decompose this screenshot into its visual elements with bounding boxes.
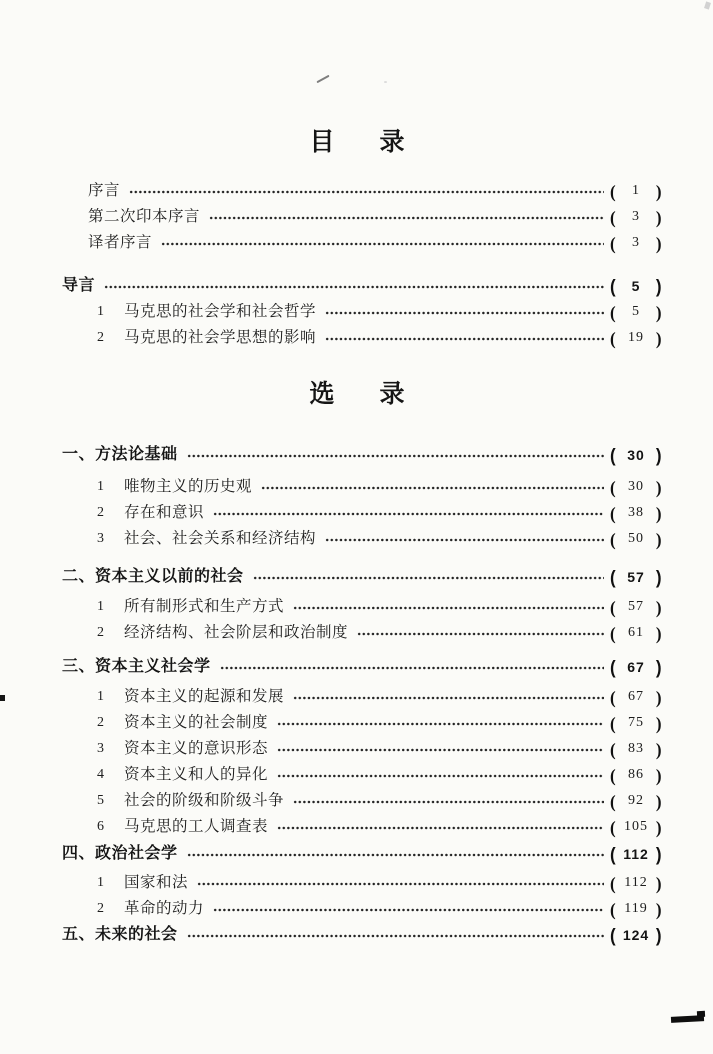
bottom-right-scan-bar-end [697,1011,705,1017]
paren: ) [655,502,662,524]
dot-leader [187,454,604,458]
entry-label: 一、方法论基础 [62,446,178,463]
dot-leader [104,285,604,289]
entry-number: 2 [97,330,104,345]
entry-label: 马克思的社会学思想的影响 [124,329,317,346]
dot-leader [187,853,604,857]
dot-leader [261,486,604,490]
paren: ( [610,232,617,254]
page-number: ( 92 ) [610,790,662,812]
dot-leader [293,696,604,700]
paren: ) [655,622,662,644]
dot-leader [213,512,604,516]
page-title-contents: 目 录 [309,128,415,156]
page-number: ( 57 ) [610,566,662,588]
paren: ( [610,686,617,708]
toc-entry [88,204,662,230]
toc-entry [97,896,662,922]
page-number: ( 67 ) [610,686,662,708]
paren: ) [655,656,662,678]
paren: ) [655,843,662,865]
toc-section-heading [62,564,662,590]
paren: ( [610,872,617,894]
dot-leader [220,666,604,670]
page-number: ( 5 ) [610,275,662,297]
toc-section-heading [62,841,662,867]
toc-entry [97,710,662,736]
entry-number: 3 [97,741,104,756]
entry-label: 资本主义的社会制度 [124,714,269,731]
dot-leader [197,882,604,886]
paren: ( [610,738,617,760]
entry-label: 四、政治社会学 [62,845,178,862]
chapter-items [62,594,662,646]
entry-number: 4 [97,767,104,782]
paren: ( [610,180,617,202]
paren: ( [610,843,617,865]
paren: ( [610,656,617,678]
toc-entry [97,526,662,552]
toc-section-heading [62,654,662,680]
entry-number: 1 [97,479,104,494]
paren: ( [610,764,617,786]
toc-entry [97,620,662,646]
dot-leader [277,774,604,778]
entry-number: 3 [97,531,104,546]
toc-entry [97,474,662,500]
paren: ) [655,738,662,760]
page-title-selections: 选 录 [309,380,415,408]
entry-number: 1 [97,599,104,614]
page-number: ( 61 ) [610,622,662,644]
paren: ) [655,327,662,349]
page-number: ( 30 ) [610,476,662,498]
entry-label: 社会、社会关系和经济结构 [124,530,317,547]
entry-label: 唯物主义的历史观 [124,478,253,495]
toc-entry [88,230,662,256]
entry-label: 存在和意识 [124,504,205,521]
entry-number: 6 [97,819,104,834]
paren: ) [655,686,662,708]
dot-leader [325,311,604,315]
paren: ( [610,596,617,618]
toc-section-heading [62,273,662,299]
paren: ( [610,476,617,498]
dot-leader [277,826,604,830]
dot-leader [277,748,604,752]
entry-number: 2 [97,715,104,730]
entry-label: 所有制形式和生产方式 [124,598,285,615]
page-number: ( 5 ) [610,301,662,323]
paren: ( [610,924,617,946]
paren: ( [610,275,617,297]
entry-label: 马克思的社会学和社会哲学 [124,303,317,320]
paren: ( [610,622,617,644]
toc-entry [97,594,662,620]
toc-entry [97,325,662,351]
page-number: ( 30 ) [610,444,662,466]
dot-leader [277,722,604,726]
entry-number: 1 [97,304,104,319]
page-number: ( 3 ) [610,232,662,254]
page-number: ( 86 ) [610,764,662,786]
entry-label: 序言 [88,182,121,199]
paren: ) [655,712,662,734]
paren: ( [610,327,617,349]
entry-label: 五、未来的社会 [62,926,178,943]
entry-label: 第二次印本序言 [88,208,201,225]
paren: ) [655,790,662,812]
paren: ) [655,180,662,202]
toc-entry [97,788,662,814]
entry-number: 1 [97,875,104,890]
entry-label: 国家和法 [124,874,189,891]
toc-entry [97,870,662,896]
entry-label: 资本主义的意识形态 [124,740,269,757]
entry-number: 5 [97,793,104,808]
dot-leader [325,538,604,542]
page-number: ( 19 ) [610,327,662,349]
paren: ) [655,816,662,838]
front-matter-block [62,178,662,256]
paren: ) [655,476,662,498]
dot-leader [209,216,604,220]
toc-entry [97,684,662,710]
entry-label: 革命的动力 [124,900,205,917]
paren: ) [655,206,662,228]
entry-number: 1 [97,689,104,704]
paren: ) [655,764,662,786]
dot-leader [325,337,604,341]
chapter-items [62,474,662,552]
paren: ) [655,275,662,297]
paren: ( [610,566,617,588]
left-edge-scan-mark [0,695,5,701]
page-number: ( 112 ) [610,843,662,865]
entry-label: 三、资本主义社会学 [62,658,211,675]
toc-entry [88,178,662,204]
entry-label: 经济结构、社会阶层和政治制度 [124,624,349,641]
dot-leader [161,242,604,246]
page-number: ( 50 ) [610,528,662,550]
entry-label: 译者序言 [88,234,153,251]
paren: ( [610,444,617,466]
dot-leader [357,632,604,636]
paren: ) [655,898,662,920]
entry-number: 2 [97,505,104,520]
paren: ( [610,790,617,812]
toc-section-heading [62,442,662,468]
entry-number: 2 [97,901,104,916]
toc-entry [97,762,662,788]
intro-items [62,299,662,351]
entry-label: 马克思的工人调查表 [124,818,269,835]
faint-smudge [384,81,387,83]
toc-entry [97,814,662,840]
paren: ( [610,502,617,524]
dot-leader [293,800,604,804]
dot-leader [253,576,604,580]
paren: ( [610,301,617,323]
page-number: ( 124 ) [610,924,662,946]
page-number: ( 38 ) [610,502,662,524]
dot-leader [293,606,604,610]
entry-number: 2 [97,625,104,640]
paren: ) [655,566,662,588]
dot-leader [129,190,604,194]
entry-label: 社会的阶级和阶级斗争 [124,792,285,809]
paren: ( [610,528,617,550]
chapter-items [62,870,662,922]
paren: ) [655,301,662,323]
paren: ) [655,872,662,894]
paren: ( [610,206,617,228]
page-number: ( 75 ) [610,712,662,734]
paren: ( [610,816,617,838]
paren: ) [655,444,662,466]
page-number: ( 67 ) [610,656,662,678]
paren: ( [610,712,617,734]
dot-leader [187,934,604,938]
paren: ) [655,924,662,946]
paren: ( [610,898,617,920]
toc-entry [97,299,662,325]
toc-entry [97,736,662,762]
entry-label: 导言 [62,277,96,294]
paren: ) [655,596,662,618]
page-number: ( 105 ) [610,816,662,838]
paren: ) [655,528,662,550]
page-number: ( 57 ) [610,596,662,618]
chapter-items [62,684,662,840]
page-number: ( 83 ) [610,738,662,760]
paren: ) [655,232,662,254]
page-number: ( 112 ) [610,872,662,894]
dot-leader [213,908,604,912]
page-number: ( 1 ) [610,180,662,202]
page-number: ( 119 ) [610,898,662,920]
page-number: ( 3 ) [610,206,662,228]
toc-entry [97,500,662,526]
toc-section-heading [62,922,662,948]
entry-label: 资本主义和人的异化 [124,766,269,783]
entry-label: 二、资本主义以前的社会 [62,568,244,585]
entry-label: 资本主义的起源和发展 [124,688,285,705]
